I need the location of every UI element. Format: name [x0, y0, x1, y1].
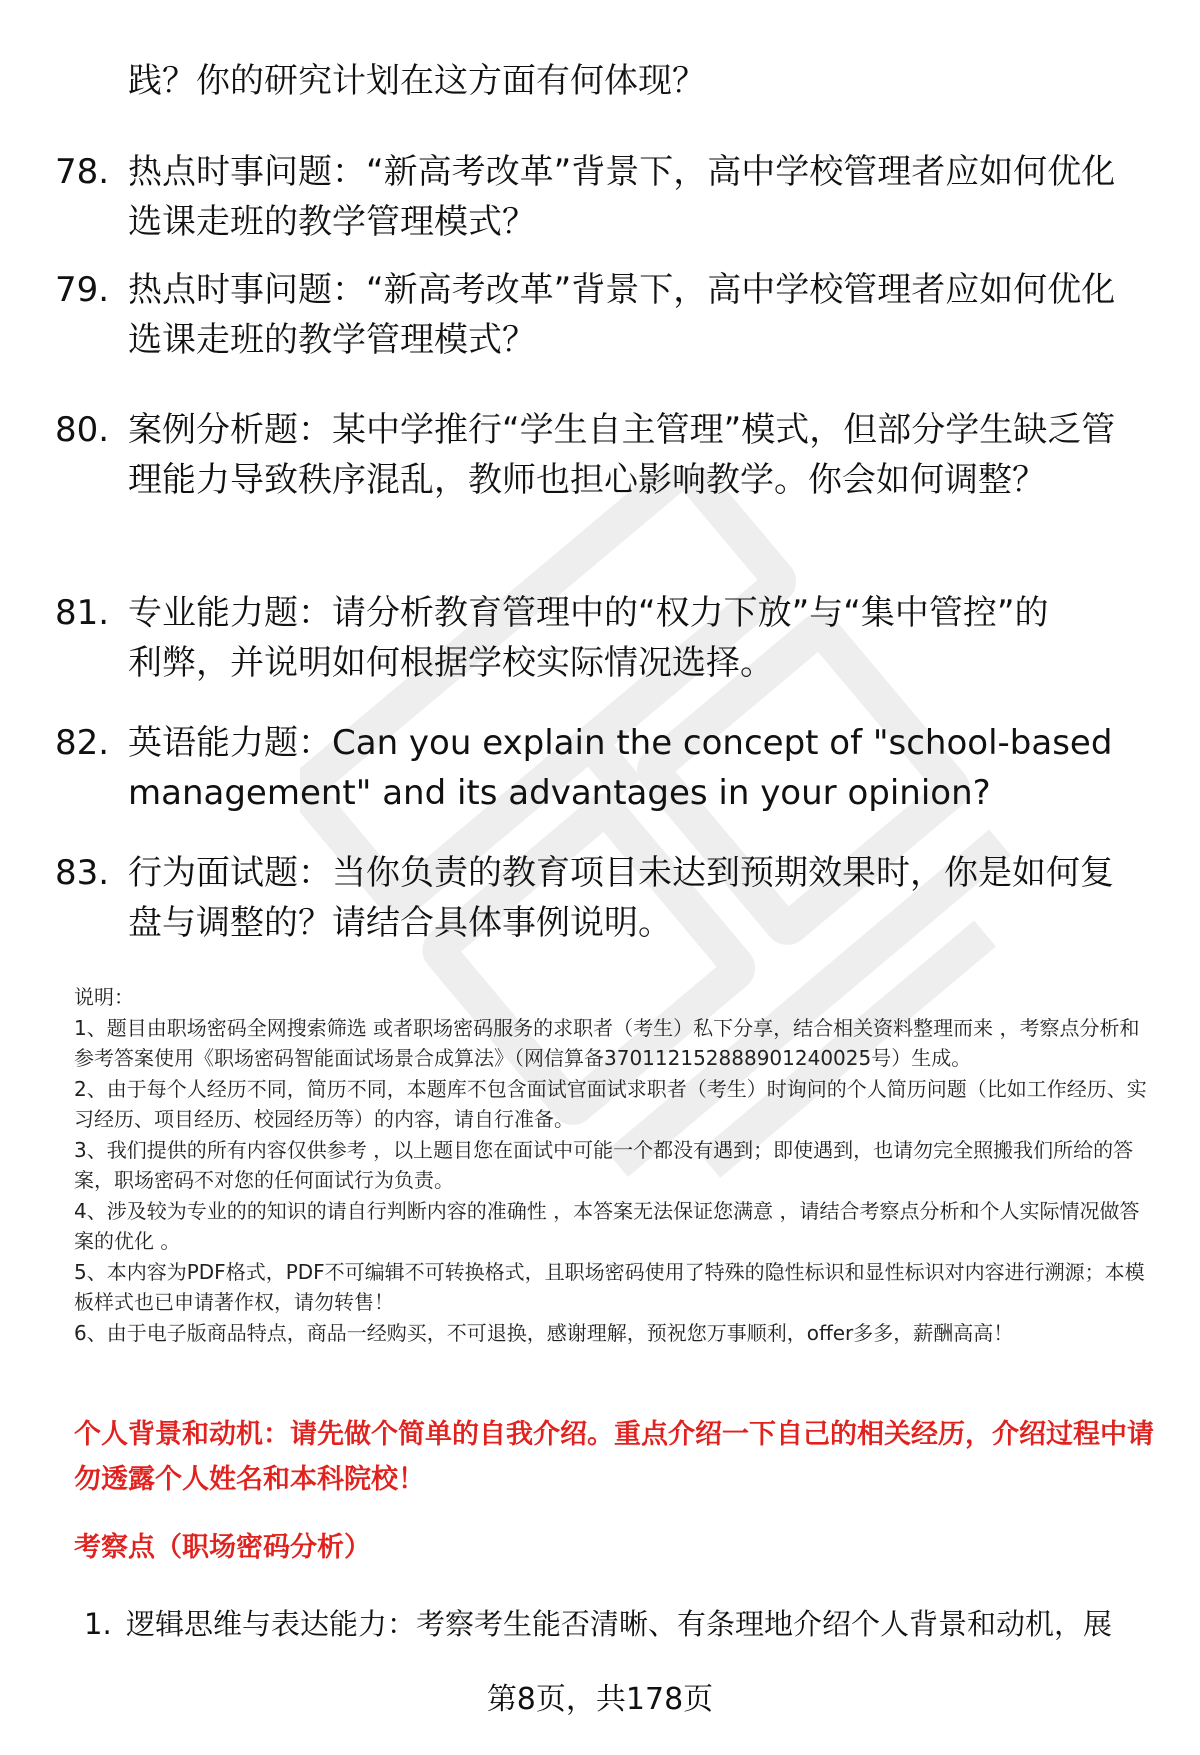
notes-heading: 说明：	[74, 985, 134, 1009]
question-number: 78.	[55, 152, 110, 192]
notes-item: 2、由于每个人经历不同，简历不同，本题库不包含面试官面试求职者（考生）时询问的个人简历问题（比如工作经历、实习经历、项目经历、校园经历等）的内容，请自行准备。	[74, 1076, 1147, 1131]
question-text: 行为面试题：当你负责的教育项目未达到预期效果时，你是如何复盘与调整的？请结合具体事例说明。	[128, 853, 1114, 943]
question-number: 81.	[55, 593, 110, 633]
notes-section	[74, 982, 1154, 1348]
question-text: 热点时事问题：“新高考改革”背景下，高中学校管理者应如何优化选课走班的教学管理模式？	[128, 270, 1116, 360]
question-number: 79.	[55, 270, 110, 310]
point-text: 逻辑思维与表达能力：考察考生能否清晰、有条理地介绍个人背景和动机，展	[126, 1607, 1113, 1641]
notes-item: 6、由于电子版商品特点，商品一经购买，不可退换，感谢理解，预祝您万事顺利，offer多多，薪酬高高！	[74, 1320, 1014, 1345]
analysis-point	[84, 1602, 1164, 1646]
notes-item: 1、题目由职场密码全网搜索筛选 或者职场密码服务的求职者（考生）私下分享，结合相关资料整理而来 ，考察点分析和参考答案使用《职场密码智能面试场景合成算法》（网信算备370112152888901240025号）生成。	[74, 1015, 1140, 1070]
notes-item: 4、涉及较为专业的的知识的请自行判断内容的准确性 ，本答案无法保证您满意 ，请结合考察点分析和个人实际情况做答案的优化 。	[74, 1198, 1140, 1253]
question-number: 82.	[55, 723, 110, 763]
question-continuation: 践？你的研究计划在这方面有何体现？	[128, 61, 706, 101]
question-text: 热点时事问题：“新高考改革”背景下，高中学校管理者应如何优化选课走班的教学管理模式？	[128, 152, 1116, 242]
question-text: 英语能力题：Can you explain the concept of "school-based management" and its advantages in your opinion?	[128, 723, 1113, 813]
page-footer: 第8页，共178页	[486, 1682, 714, 1717]
question-text: 案例分析题：某中学推行“学生自主管理”模式，但部分学生缺乏管理能力导致秩序混乱，教师也担心影响教学。你会如何调整？	[128, 410, 1116, 500]
question-number: 83.	[55, 853, 110, 893]
point-number: 1.	[84, 1607, 112, 1641]
notes-item: 3、我们提供的所有内容仅供参考 ，以上题目您在面试中可能一个都没有遇到；即使遇到，也请勿完全照搬我们所给的答案，职场密码不对您的任何面试行为负责。	[74, 1137, 1134, 1192]
highlight-question: 个人背景和动机：请先做个简单的自我介绍。重点介绍一下自己的相关经历，介绍过程中请勿透露个人姓名和本科院校！	[74, 1419, 1154, 1495]
question-number: 80.	[55, 410, 110, 450]
section-title: 考察点（职场密码分析）	[74, 1532, 371, 1563]
notes-item: 5、本内容为PDF格式，PDF不可编辑不可转换格式，且职场密码使用了特殊的隐性标识和显性标识对内容进行溯源；本模板样式也已申请著作权，请勿转售！	[74, 1259, 1145, 1314]
question-text: 专业能力题：请分析教育管理中的“权力下放”与“集中管控”的利弊，并说明如何根据学校实际情况选择。	[128, 593, 1049, 683]
